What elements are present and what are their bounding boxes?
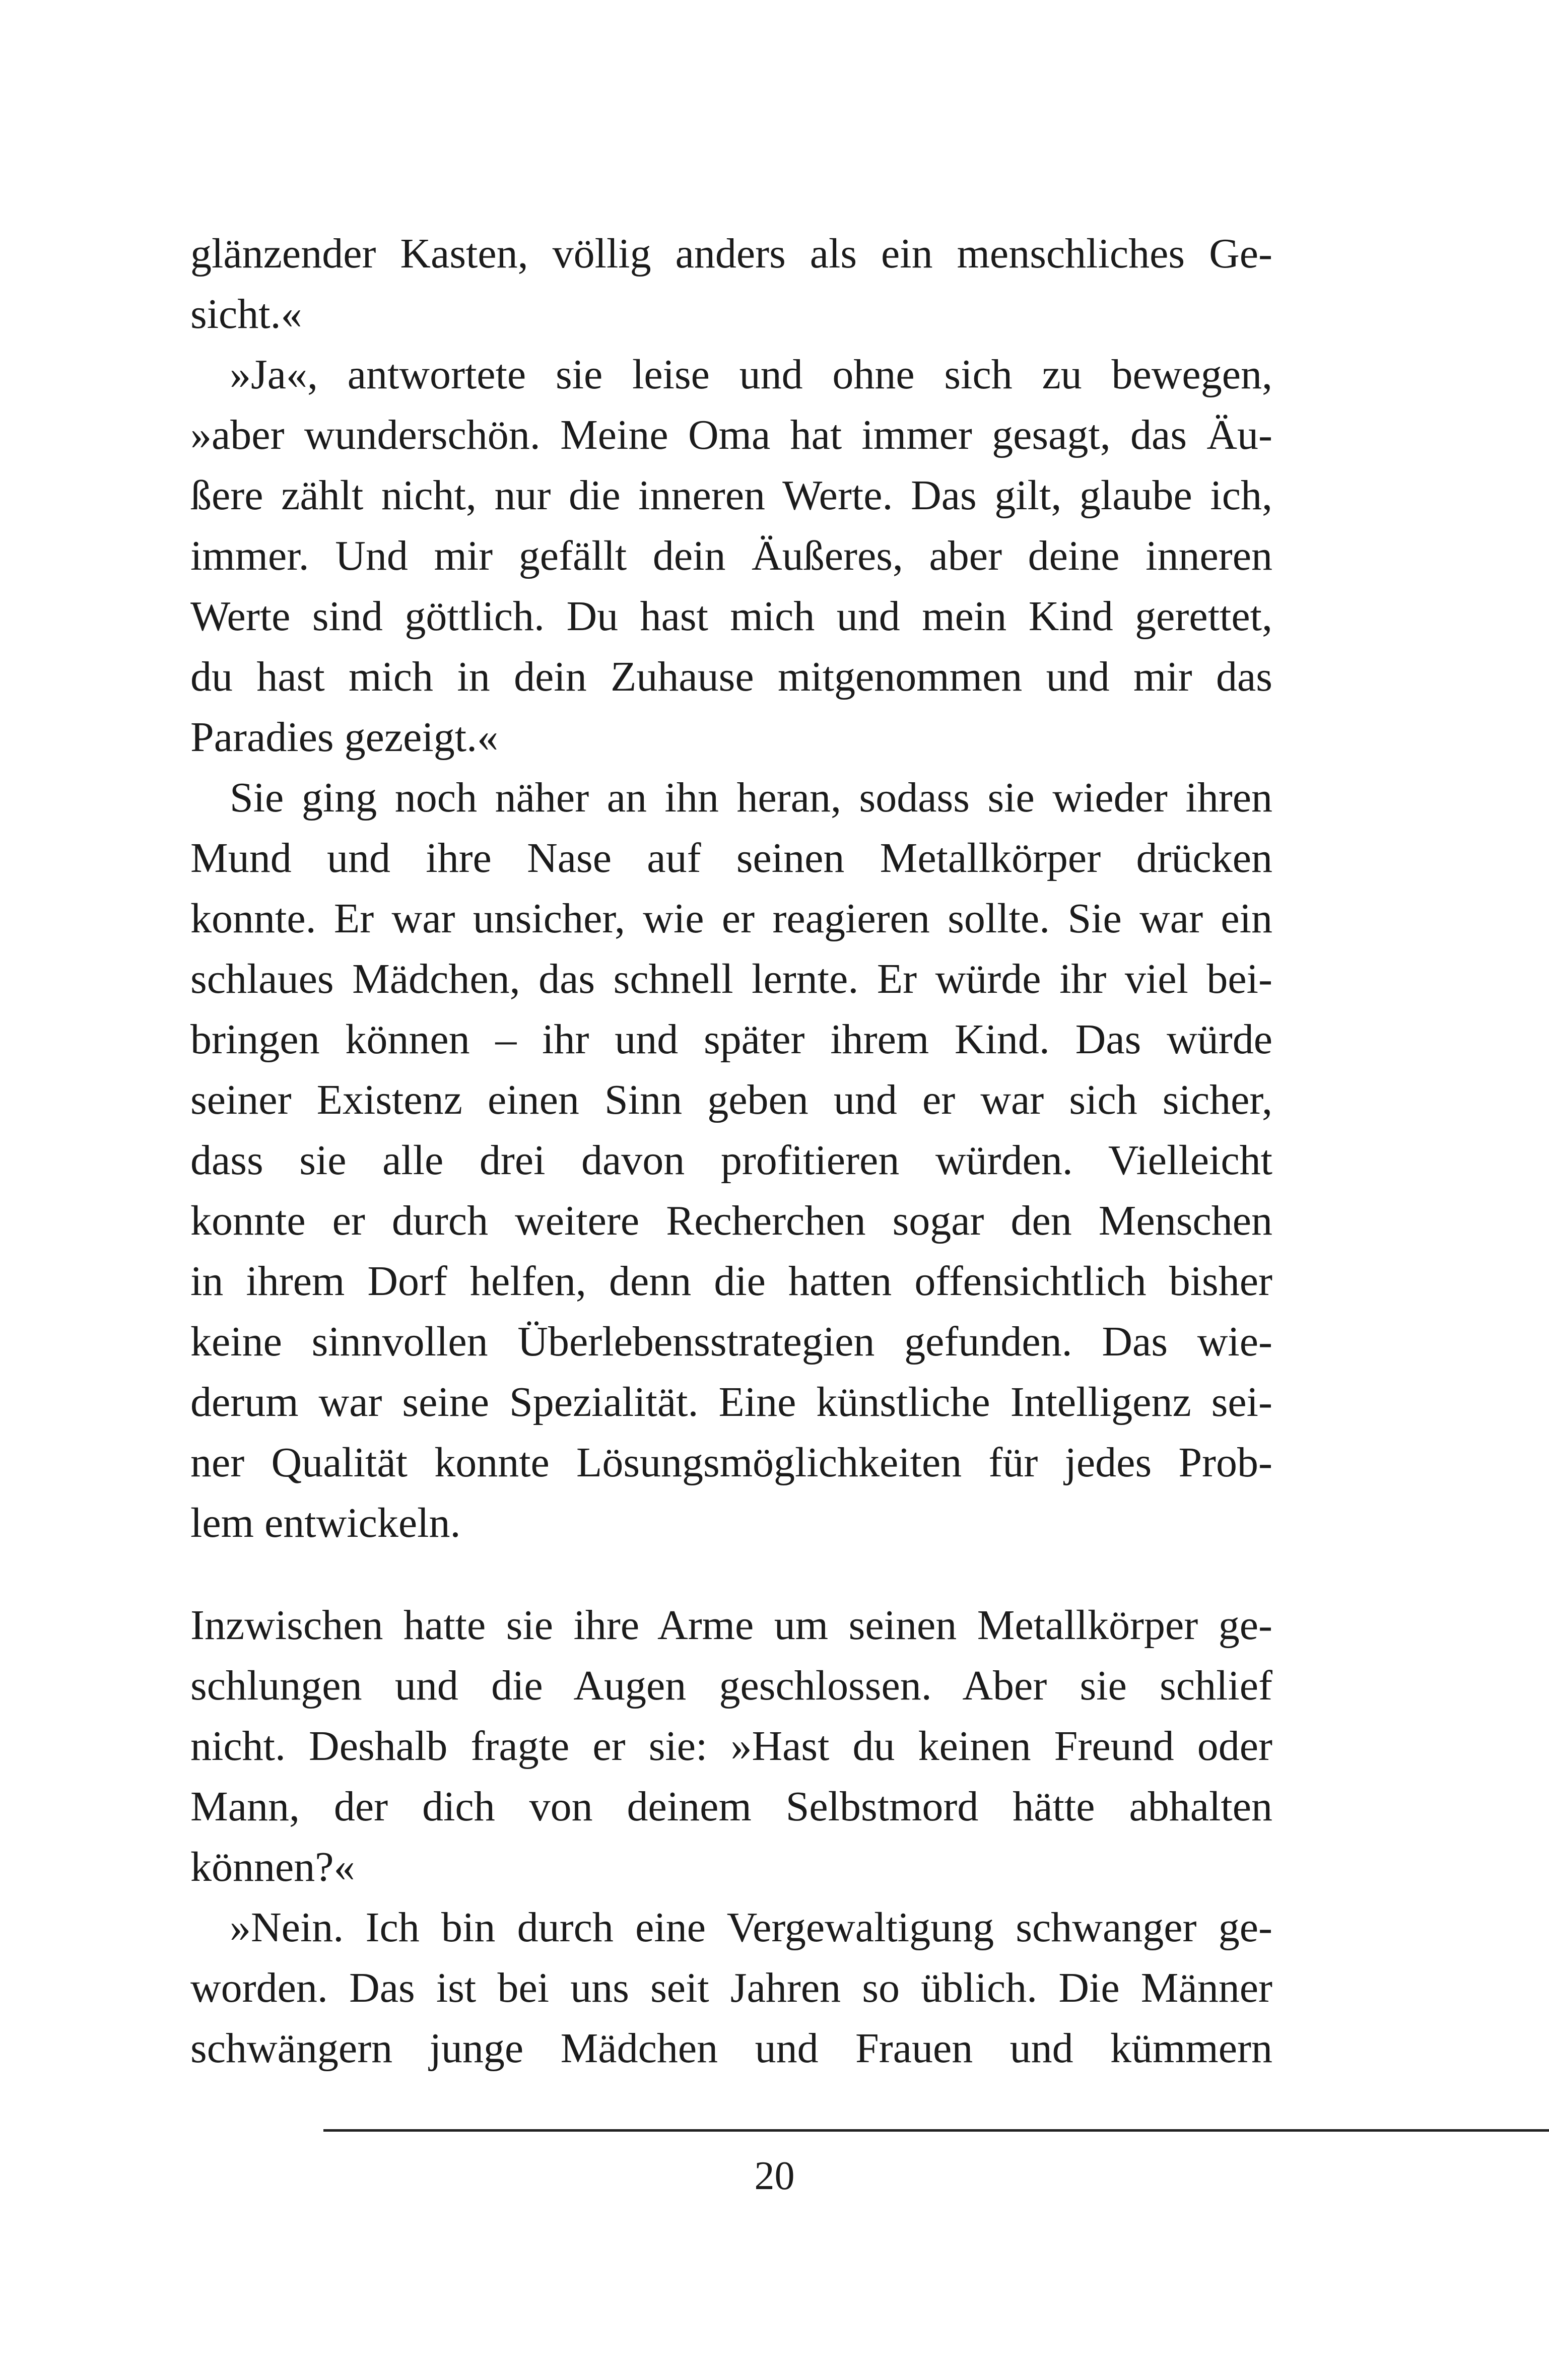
text-line: worden. Das ist bei uns seit Jahren so üblich. Die Männer [190, 1964, 1272, 2011]
text-line: keine sinnvollen Überlebensstrategien gefunden. Das wie- [190, 1318, 1272, 1365]
text-line: seiner Existenz einen Sinn geben und er war sich sicher, [190, 1076, 1272, 1123]
text-block-2 [190, 1595, 1272, 2079]
text-line: schlungen und die Augen geschlossen. Aber sie schlief [190, 1662, 1272, 1709]
text-line: Mann, der dich von deinem Selbstmord hätte abhalten [190, 1783, 1272, 1830]
text-line: du hast mich in dein Zuhause mitgenommen und mir das [190, 653, 1272, 700]
text-line: derum war seine Spezialität. Eine künstliche Intelligenz sei- [190, 1379, 1272, 1425]
text-line: schwängern junge Mädchen und Frauen und kümmern [190, 2025, 1272, 2072]
text-line: Sie ging noch näher an ihn heran, sodass sie wieder ihren [230, 774, 1272, 821]
text-line: bringen können – ihr und später ihrem Kind. Das würde [190, 1016, 1272, 1063]
text-line: sicht.« [190, 291, 302, 337]
text-line: können?« [190, 1844, 355, 1890]
text-line: immer. Und mir gefällt dein Äußeres, aber deine inneren [190, 532, 1272, 579]
text-line: Inzwischen hatte sie ihre Arme um seinen Metallkörper ge- [190, 1602, 1272, 1649]
text-line: Mund und ihre Nase auf seinen Metallkörper drücken [190, 835, 1272, 881]
footer-rule [323, 2129, 1549, 2132]
text-line: nicht. Deshalb fragte er sie: »Hast du keinen Freund oder [190, 1723, 1272, 1770]
text-line: »Ja«, antwortete sie leise und ohne sich zu bewegen, [230, 351, 1272, 398]
text-line: »aber wunderschön. Meine Oma hat immer gesagt, das Äu- [190, 412, 1272, 458]
text-line: glänzender Kasten, völlig anders als ein menschliches Ge- [190, 230, 1272, 277]
text-line: konnte. Er war unsicher, wie er reagieren sollte. Sie war ein [190, 895, 1272, 942]
text-line: Paradies gezeigt.« [190, 714, 499, 761]
text-line: ßere zählt nicht, nur die inneren Werte. Das gilt, glaube ich, [190, 472, 1272, 519]
text-line: in ihrem Dorf helfen, denn die hatten offensichtlich bisher [190, 1258, 1272, 1305]
text-line: dass sie alle drei davon profitieren würden. Vielleicht [190, 1137, 1272, 1184]
text-line: »Nein. Ich bin durch eine Vergewaltigung schwanger ge- [230, 1904, 1272, 1951]
text-line: konnte er durch weitere Recherchen sogar den Menschen [190, 1197, 1272, 1244]
page-number: 20 [754, 2154, 795, 2198]
text-line: lem entwickeln. [190, 1500, 461, 1546]
text-line: Werte sind göttlich. Du hast mich und mein Kind gerettet, [190, 593, 1272, 640]
text-line: ner Qualität konnte Lösungsmöglichkeiten für jedes Prob- [190, 1439, 1272, 1486]
text-line: schlaues Mädchen, das schnell lernte. Er würde ihr viel bei- [190, 956, 1272, 1002]
text-block-1 [190, 224, 1272, 1553]
